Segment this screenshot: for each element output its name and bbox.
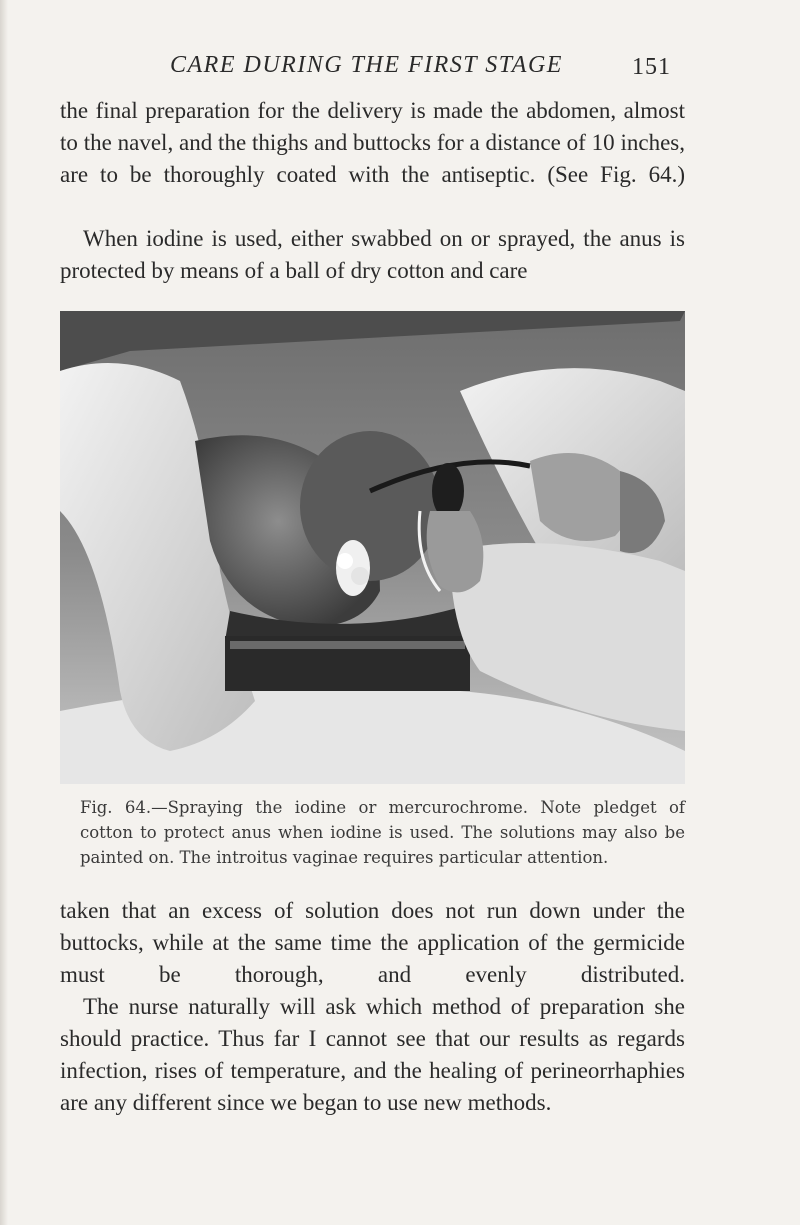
paragraph-bottom-2: The nurse naturally will ask which method of preparation she should practice. Thus far I cannot see that our results as regards infection, rises of temperature, and the healing of perineorrhaphies are any different since we began to use new methods. — [60, 994, 685, 1115]
running-head — [0, 52, 800, 88]
paragraph-top-2: When iodine is used, either swabbed on or sprayed, the anus is protected by means of a ball of dry cotton and care — [60, 226, 685, 283]
figure-caption: Fig. 64.—Spraying the iodine or mercurochrome. Note pledget of cotton to protect anus when iodine is used. The solutions may also be painted on. The introitus vaginae requires particular attention. — [80, 798, 685, 867]
photograph-illustration — [60, 311, 685, 784]
figure-photograph — [60, 311, 685, 784]
page-number: 151 — [632, 54, 671, 80]
page-spine-shadow — [0, 0, 8, 1225]
paragraph-top-1: the final preparation for the delivery is made the abdomen, almost to the navel, and the thighs and buttocks for a distance of 10 inches, are to be thoroughly coated with the antiseptic. (See Fig. 64.) — [60, 98, 685, 187]
running-title: CARE DURING THE FIRST STAGE — [170, 52, 563, 78]
paragraph-bottom-1: taken that an excess of solution does not run down under the buttocks, while at the same time the application of the germicide must be thorough, and evenly distributed. — [60, 898, 685, 987]
